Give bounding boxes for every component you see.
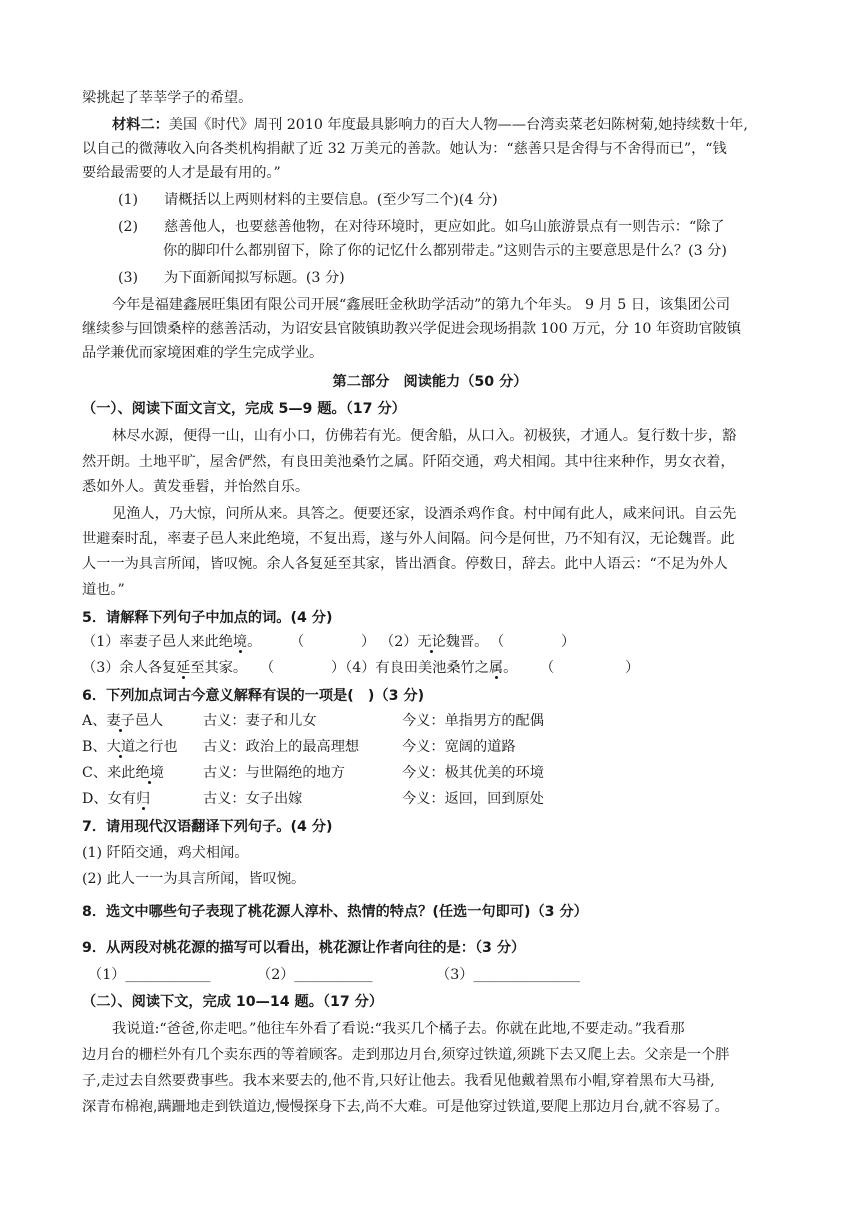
classical-line5: 世避秦时乱，率妻子邑人来此绝境，不复出焉，遂与外人间隔。问今是何世，乃不知有汉，无论魏晋。此: [82, 531, 735, 547]
q5-item4: （4）有良田美池桑竹之属。: [338, 660, 518, 676]
classical-line4: 见渔人，乃大惊，问所从来。具答之。便要还家，设酒杀鸡作食。村中闻有此人，咸来问讯。自云先: [112, 506, 737, 522]
q7-item1: (1) 阡陌交通，鸡犬相闻。: [82, 845, 249, 861]
q5-blank2[interactable]: （ ）: [490, 634, 576, 650]
section2-title: （二）、阅读下文，完成 10—14 题。（17 分）: [82, 994, 384, 1010]
news-line3: 品学兼优而家境困难的学生完成学业。: [82, 345, 324, 361]
q5-blank4[interactable]: （ ）: [540, 660, 640, 676]
classical-line6: 人一一为具言所闻，皆叹惋。余人各复延至其家，皆出酒食。停数日，辞去。此中人语云：“不足为外人: [82, 556, 728, 572]
q6-b-modern: 今义：宽阔的道路: [402, 739, 516, 755]
classical-line7: 道也。”: [82, 582, 125, 598]
q9-title: 9．从两段对桃花源的描写可以看出，桃花源让作者向往的是：（3 分）: [82, 940, 526, 956]
material2-line3: 要给最需要的人才是最有用的。”: [82, 165, 281, 181]
q9-blank3[interactable]: （3）_______________: [436, 967, 580, 983]
question-1: (1) 请概括以上两则材料的主要信息。(至少写二个)(4 分): [118, 192, 498, 208]
classical-line1: 林尽水源，便得一山，山有小口，仿佛若有光。便舍船，从口入。初极狭，才通人。复行数十步，豁: [112, 428, 737, 444]
q5-item1: （1）率妻子邑人来此绝境。: [82, 634, 262, 650]
material2-line1: 材料二：美国《时代》周刊 2010 年度最具影响力的百大人物——台湾卖菜老妇陈树菊,她持续数十年,: [112, 117, 748, 133]
material1-tail: 梁挑起了莘莘学子的希望。: [82, 90, 253, 106]
q5-blank3[interactable]: （ ）: [260, 660, 346, 676]
q5-item3: （3）余人各复延至其家。: [82, 660, 248, 676]
q6-b-ancient: 古义：政治上的最高理想: [203, 739, 360, 755]
q6-title: 6．下列加点词古今意义解释有误的一项是( )（3 分): [82, 688, 425, 704]
part2-title: 第二部分 阅读能力（50 分）: [332, 374, 528, 390]
q6-a-ancient: 古义：妻子和儿女: [203, 713, 317, 729]
q5-item2: （2）无论魏晋。: [380, 634, 489, 650]
q9-blank1[interactable]: （1）____________: [88, 967, 211, 983]
modern-line2: 边月台的栅栏外有几个卖东西的等着顾客。走到那边月台,须穿过铁道,须跳下去又爬上去。父亲是一个胖: [82, 1047, 730, 1063]
q6-option-c[interactable]: C、来此绝境: [82, 765, 164, 781]
q7-title: 7．请用现代汉语翻译下列句子。(4 分): [82, 819, 333, 835]
classical-line2: 然开朗。土地平旷，屋舍俨然，有良田美池桑竹之属。阡陌交通，鸡犬相闻。其中往来种作，男女衣着，: [82, 454, 735, 470]
q6-c-ancient: 古义：与世隔绝的地方: [203, 765, 345, 781]
q8-title: 8．选文中哪些句子表现了桃花源人淳朴、热情的特点？(任选一句即可)（3 分）: [82, 904, 588, 920]
q6-option-a[interactable]: A、妻子邑人: [82, 713, 164, 729]
question-2-cont: 你的脚印什么都别留下，除了你的记忆什么都别带走。”这则告示的主要意思是什么？(3 分): [163, 243, 727, 259]
modern-line3: 子,走过去自然要费事些。我本来要去的,他不肯,只好让他去。我看见他戴着黑布小帽,穿着黑布大马褂,: [82, 1073, 715, 1089]
q6-option-b[interactable]: B、大道之行也: [82, 739, 178, 755]
q6-a-modern: 今义：单指男方的配偶: [402, 713, 544, 729]
news-line1: 今年是福建鑫展旺集团有限公司开展“鑫展旺金秋助学活动”的第九个年头。 9 月 5 日，该集团公司: [112, 297, 731, 313]
q5-blank1[interactable]: （ ）: [290, 634, 376, 650]
material2-label: 材料二：: [112, 117, 169, 133]
material2-line2: 以自己的微薄收入向各类机构捐献了近 32 万美元的善款。她认为：“慈善只是舍得与不舍得而已”，“钱: [82, 141, 727, 157]
news-line2: 继续参与回馈桑梓的慈善活动，为诏安县官陂镇助教兴学促进会现场捐款 100 万元，分 10 年资助官陂镇: [82, 321, 742, 337]
q7-item2: (2) 此人一一为具言所闻，皆叹惋。: [82, 871, 306, 887]
classical-line3: 悉如外人。黄发垂髫，并怡然自乐。: [82, 479, 310, 495]
q9-blank2[interactable]: （2）___________: [257, 967, 373, 983]
q6-d-ancient: 古义：女子出嫁: [203, 791, 303, 807]
section1-title: （一）、阅读下面文言文，完成 5—9 题。（17 分）: [82, 401, 406, 417]
q6-option-d[interactable]: D、女有归: [82, 791, 151, 807]
q5-title: 5．请解释下列句子中加点的词。(4 分): [82, 610, 333, 626]
question-3: (3) 为下面新闻拟写标题。(3 分): [118, 270, 345, 286]
q6-d-modern: 今义：返回，回到原处: [402, 791, 544, 807]
modern-line1: 我说道:“爸爸,你走吧。”他往车外看了看说:“我买几个橘子去。你就在此地,不要走动。”我看那: [112, 1021, 685, 1037]
q6-c-modern: 今义：极其优美的环境: [402, 765, 544, 781]
question-2: (2) 慈善他人，也要慈善他物，在对待环境时，更应如此。如乌山旅游景点有一则告示：“除了: [118, 219, 725, 235]
modern-line4: 深青布棉袍,蹒跚地走到铁道边,慢慢探身下去,尚不大难。可是他穿过铁道,要爬上那边月台,就不容易了。: [82, 1099, 729, 1115]
